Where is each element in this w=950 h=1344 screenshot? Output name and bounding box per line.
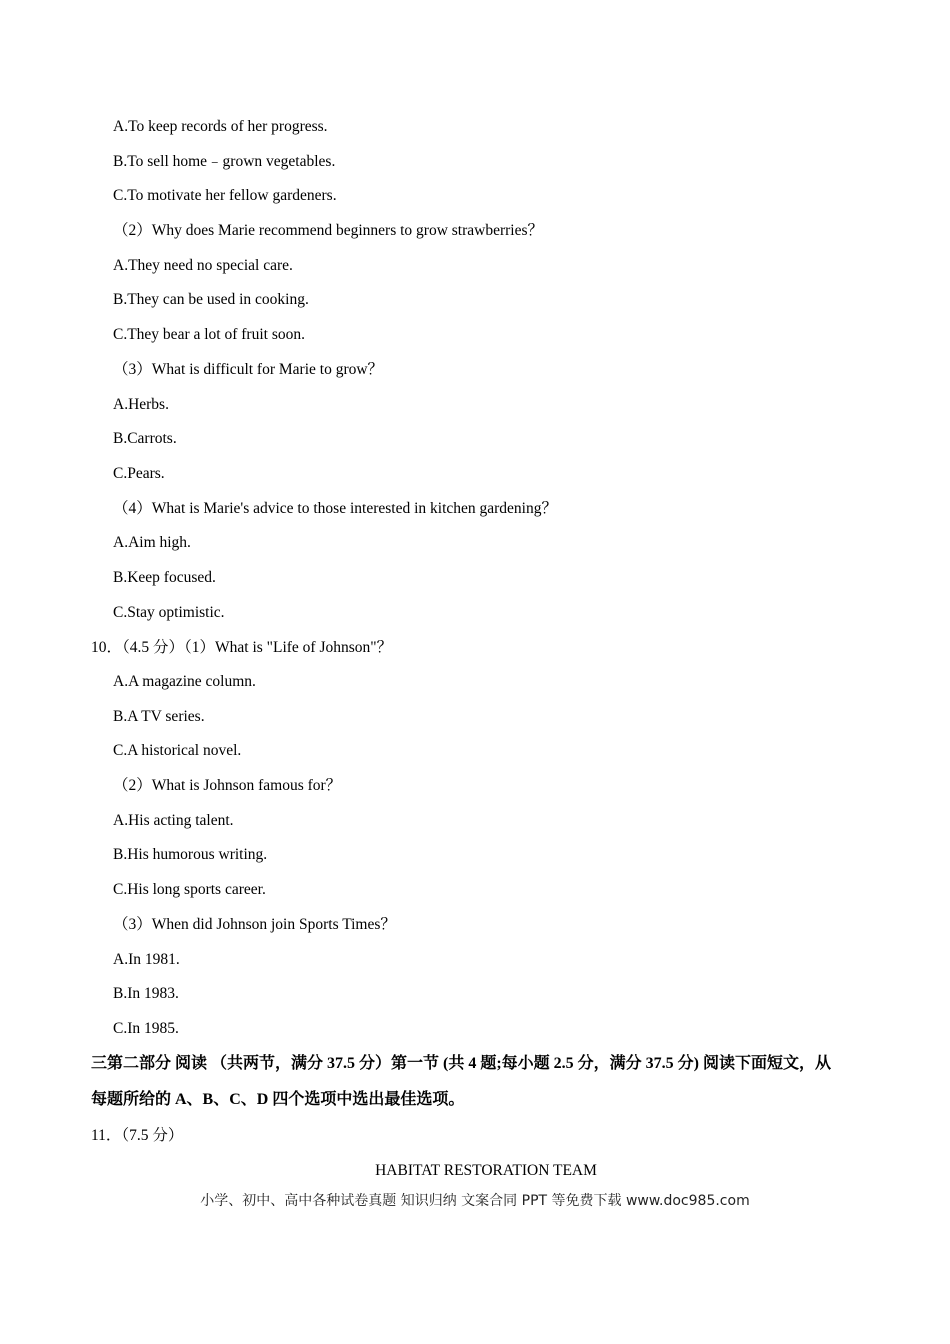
option-a: A.Aim high. (113, 534, 191, 551)
option-b: B.Carrots. (113, 430, 177, 447)
section-heading-cont: 每题所给的 A、B、C、D 四个选项中选出最佳选项。 (91, 1091, 465, 1108)
option-c: C.Stay optimistic. (113, 604, 225, 621)
question-10: 10．（4.5 分）（1）What is "Life of Johnson"？ (91, 639, 393, 656)
section-heading: 三第二部分 阅读 （共两节，满分 37.5 分）第一节 (共 4 题;每小题 2.5 分，满分 37.5 分) 阅读下面短文，从 (91, 1055, 831, 1072)
option-c: C.His long sports career. (113, 881, 266, 898)
option-a: A.A magazine column. (113, 673, 256, 690)
sub-question: （3）When did Johnson join Sports Times？ (113, 916, 396, 933)
option-c: C.In 1985. (113, 1020, 179, 1037)
option-c: C.To motivate her fellow gardeners. (113, 187, 337, 204)
sub-question: （4）What is Marie's advice to those interested in kitchen gardening？ (113, 500, 557, 517)
option-b: B.Keep focused. (113, 569, 216, 586)
option-a: A.In 1981. (113, 951, 180, 968)
sub-question: （2）What is Johnson famous for？ (113, 777, 342, 794)
option-b: B.His humorous writing. (113, 846, 268, 863)
option-b: B.They can be used in cooking. (113, 291, 309, 308)
option-b: B.A TV series. (113, 708, 205, 725)
sub-question: （3）What is difficult for Marie to grow？ (113, 361, 384, 378)
question-11: 11．（7.5 分） (91, 1127, 184, 1144)
option-c: C.A historical novel. (113, 742, 242, 759)
option-a: A.They need no special care. (113, 257, 293, 274)
option-a: A.His acting talent. (113, 812, 234, 829)
option-b: B.In 1983. (113, 985, 179, 1002)
option-c: C.Pears. (113, 465, 165, 482)
footer-watermark: 小学、初中、高中各种试卷真题 知识归纳 文案合同 PPT 等免费下载 www.doc985.com (200, 1193, 750, 1209)
passage-title: HABITAT RESTORATION TEAM (375, 1162, 597, 1179)
option-a: A.To keep records of her progress. (113, 118, 328, 135)
option-b: B.To sell home﹣grown vegetables. (113, 153, 336, 170)
option-c: C.They bear a lot of fruit soon. (113, 326, 305, 343)
option-a: A.Herbs. (113, 396, 169, 413)
sub-question: （2）Why does Marie recommend beginners to grow strawberries？ (113, 222, 544, 239)
